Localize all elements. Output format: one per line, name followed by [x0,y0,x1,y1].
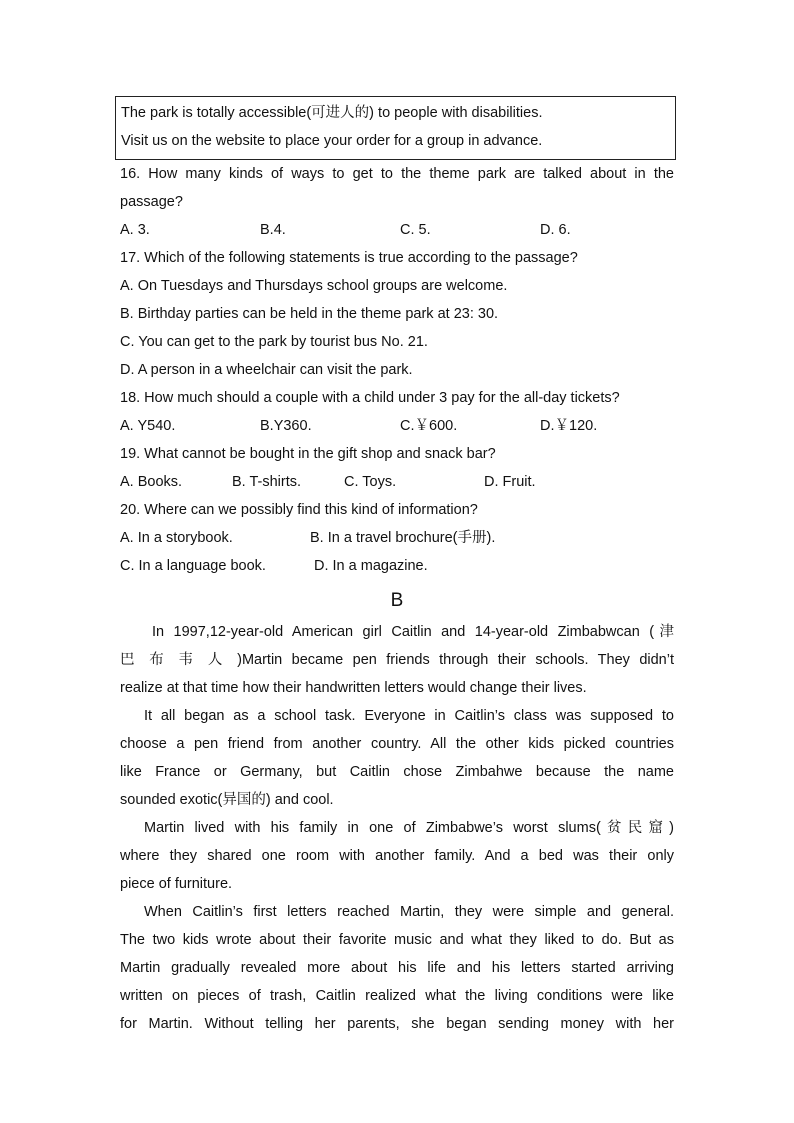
notice-box [115,96,676,160]
question-16-text: 16. How many kinds of ways to get to the theme park are talked about in the [120,166,674,182]
option-a: A. Y540. [120,418,176,434]
paragraph-line: When Caitlin’s first letters reached Martin, they were simple and general. [144,904,674,920]
notice-line-2: Visit us on the website to place your order for a group in advance. [121,133,543,149]
paragraph-1 [120,618,674,702]
question-18-text: 18. How much should a couple with a child under 3 pay for the all-day tickets? [120,390,620,406]
question-16 [120,160,674,244]
option-d: D.￥120. [540,418,598,434]
paragraph-line: written on pieces of trash, Caitlin realized what the living conditions were like [120,988,674,1004]
option-c: C.￥600. [400,418,458,434]
option-b: B. In a travel brochure(手册). [310,530,496,546]
paragraph-line: realize at that time how their handwritten letters would change their lives. [120,680,587,696]
option-b: B. Birthday parties can be held in the theme park at 23: 30. [120,306,499,322]
question-20-options-row-1 [120,524,674,552]
option-d: D. 6. [540,222,571,238]
paragraph-line: In 1997,12-year-old American girl Caitlin and 14-year-old Zimbabwcan (津 [152,624,674,640]
option-a: A. 3. [120,222,150,238]
paragraph-line: Martin gradually revealed more about his life and his letters started arriving [120,960,674,976]
option-b: B. T-shirts. [232,474,302,490]
question-16-text-cont: passage? [120,194,183,210]
question-17-text: 17. Which of the following statements is true according to the passage? [120,250,578,266]
question-16-options [120,216,674,244]
paragraph-line: where they shared one room with another family. And a bed was their only [120,848,674,864]
question-19-options [120,468,674,496]
option-c: C. You can get to the park by tourist bus No. 21. [120,334,428,350]
paragraph-line: for Martin. Without telling her parents, she began sending money with her [120,1016,674,1032]
question-19-text: 19. What cannot be bought in the gift shop and snack bar? [120,446,496,462]
question-17 [120,244,674,384]
paragraph-line: The two kids wrote about their favorite music and what they liked to do. But as [120,932,674,948]
question-18 [120,384,674,440]
option-a: A. In a storybook. [120,530,233,546]
option-d: D. A person in a wheelchair can visit the park. [120,362,413,378]
question-20 [120,496,674,580]
paragraph-4 [120,898,674,1038]
question-19 [120,440,674,496]
option-b: B.Y360. [260,418,312,434]
option-c: C. In a language book. [120,558,266,574]
section-heading: B [390,590,404,611]
question-18-options [120,412,674,440]
document-page [120,96,674,1038]
option-a: A. On Tuesdays and Thursdays school groups are welcome. [120,278,508,294]
question-20-text: 20. Where can we possibly find this kind of information? [120,502,478,518]
paragraph-line: like France or Germany, but Caitlin chose Zimbahwe because the name [120,764,674,780]
option-d: D. In a magazine. [314,558,428,574]
option-c: C. Toys. [344,474,397,490]
question-20-options-row-2 [120,552,674,580]
option-c: C. 5. [400,222,431,238]
paragraph-line: choose a pen friend from another country. All the other kids picked countries [120,736,674,752]
option-a: A. Books. [120,474,183,490]
paragraph-line: It all began as a school task. Everyone in Caitlin’s class was supposed to [144,708,674,724]
paragraph-line: 巴 布 韦 人 )Martin became pen friends through their schools. They didn’t [120,652,674,668]
paragraph-line: Martin lived with his family in one of Zimbabwe’s worst slums(贫民窟) [144,820,674,836]
paragraph-line: sounded exotic(异国的) and cool. [120,792,334,808]
paragraph-3 [120,814,674,898]
option-d: D. Fruit. [484,474,536,490]
paragraph-line: piece of furniture. [120,876,233,892]
paragraph-2 [120,702,674,814]
option-b: B.4. [260,222,286,238]
notice-line-1: The park is totally accessible(可进人的) to people with disabilities. [121,105,543,121]
